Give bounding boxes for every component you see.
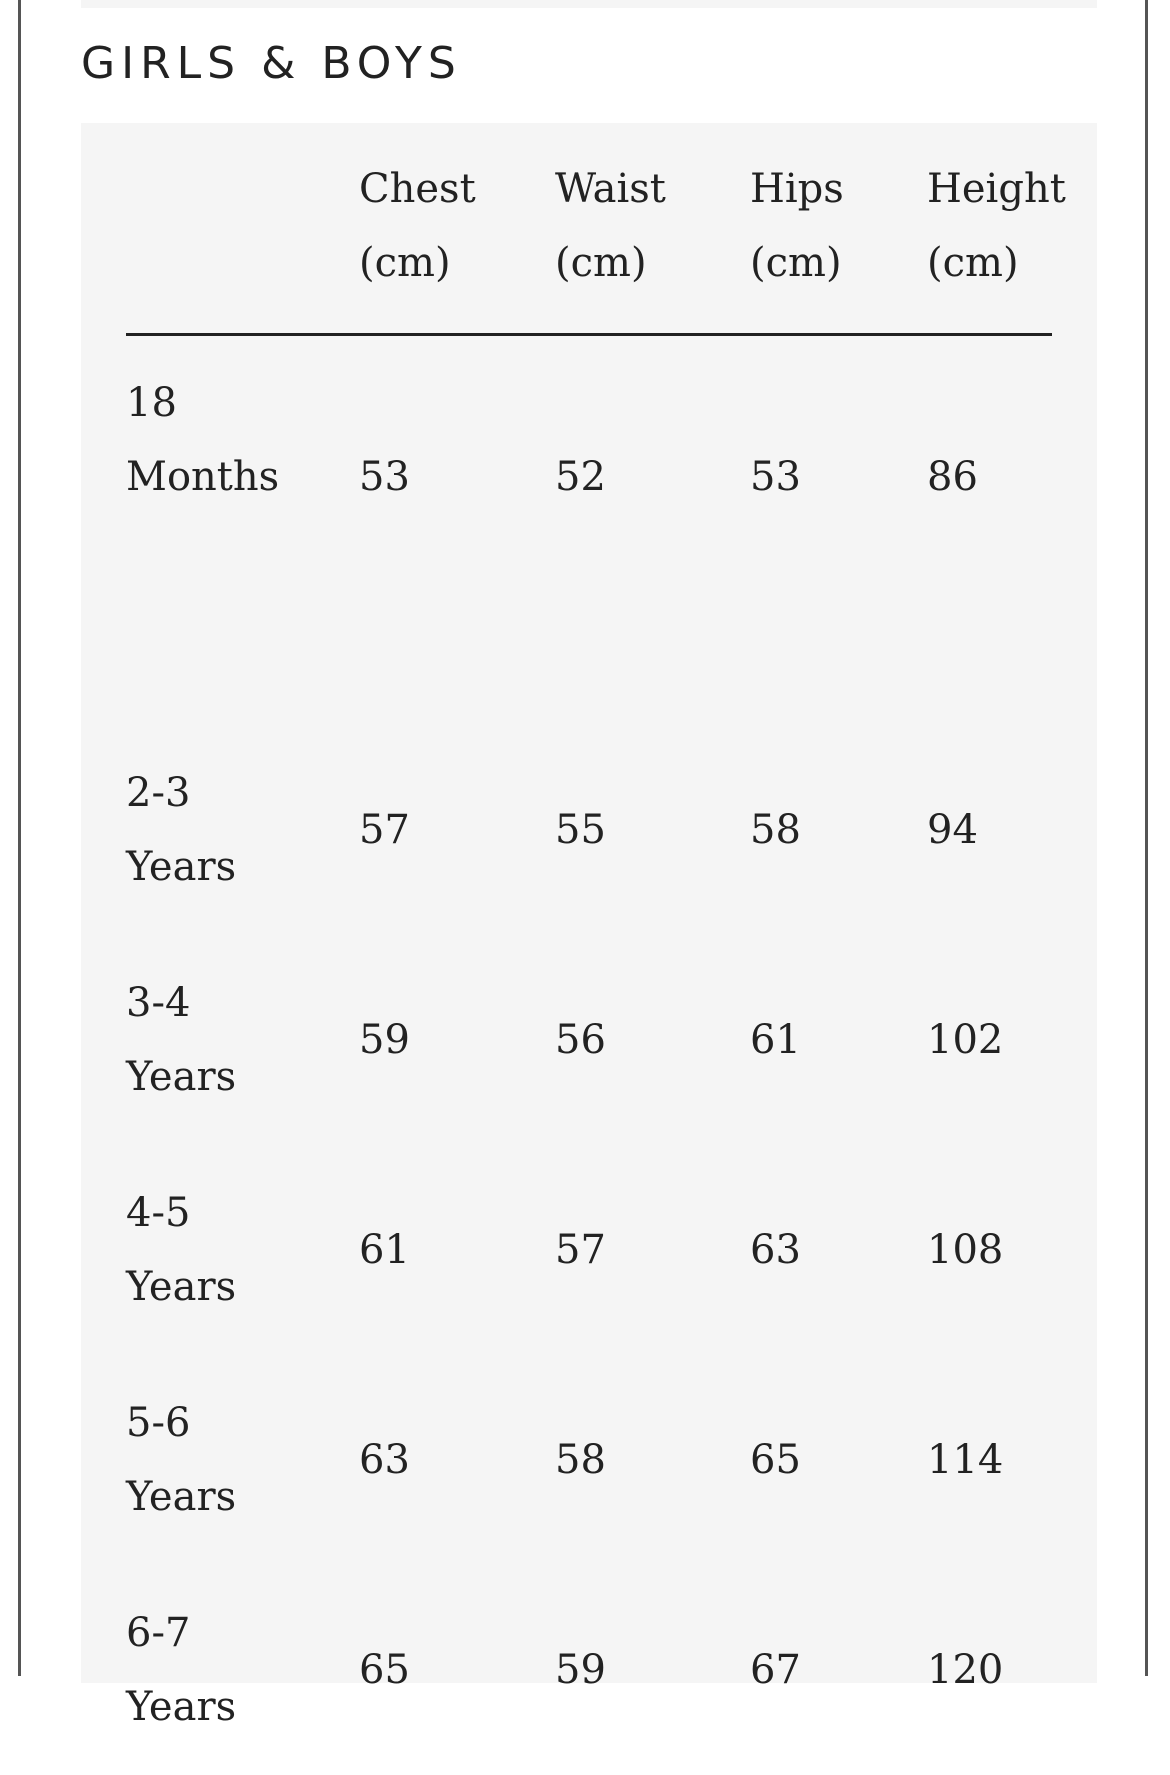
size-label-line: Years — [126, 844, 237, 890]
chest-value: 63 — [359, 1437, 410, 1483]
header-label: Chest — [359, 166, 476, 212]
hips-value: 65 — [750, 1437, 801, 1483]
header-label: Waist — [555, 166, 666, 212]
hips-value: 61 — [750, 1017, 801, 1063]
table-row — [126, 1145, 1052, 1355]
size-label-line: 5-6 — [126, 1400, 191, 1446]
chest-value: 61 — [359, 1227, 410, 1273]
header-unit: (cm) — [555, 240, 647, 286]
header-label: Hips — [750, 166, 844, 212]
height-value: 120 — [927, 1647, 1004, 1693]
size-chart-panel — [81, 123, 1097, 1730]
table-row — [126, 1565, 1052, 1775]
waist-value: 55 — [555, 807, 606, 853]
waist-value: 59 — [555, 1647, 606, 1693]
size-label-line: Years — [126, 1684, 237, 1730]
table-row — [126, 1355, 1052, 1565]
waist-value: 56 — [555, 1017, 606, 1063]
size-label-line: 18 — [126, 380, 177, 426]
size-label-line: Months — [126, 454, 280, 500]
chest-value: 57 — [359, 807, 410, 853]
header-chest — [359, 123, 555, 335]
size-label-line: 4-5 — [126, 1190, 191, 1236]
header-size — [126, 123, 359, 335]
size-label-cell — [126, 1145, 359, 1355]
size-label-line: Years — [126, 1264, 237, 1310]
size-label-line: 6-7 — [126, 1610, 191, 1656]
size-label-line: Years — [126, 1054, 237, 1100]
previous-section-bottom — [81, 0, 1097, 8]
size-chart-table — [126, 123, 1066, 1775]
header-label: Height — [927, 166, 1066, 212]
size-label-cell — [126, 725, 359, 935]
hips-value: 67 — [750, 1647, 801, 1693]
header-unit: (cm) — [359, 240, 451, 286]
chest-value: 53 — [359, 454, 410, 500]
size-label-cell — [126, 935, 359, 1145]
header-unit: (cm) — [750, 240, 842, 286]
size-label-line: Years — [126, 1474, 237, 1520]
size-label-cell — [126, 335, 359, 726]
size-label-line: 2-3 — [126, 770, 191, 816]
size-label-cell — [126, 1355, 359, 1565]
header-hips — [750, 123, 927, 335]
header-waist — [555, 123, 750, 335]
waist-value: 57 — [555, 1227, 606, 1273]
header-row — [126, 123, 1052, 335]
size-label-line: 3-4 — [126, 980, 191, 1026]
header-unit: (cm) — [927, 240, 1019, 286]
hips-value: 63 — [750, 1227, 801, 1273]
table-row — [126, 335, 1052, 726]
chest-value: 59 — [359, 1017, 410, 1063]
section-title: GIRLS & BOYS — [81, 38, 462, 89]
waist-value: 58 — [555, 1437, 606, 1483]
table-row — [126, 935, 1052, 1145]
table-row — [126, 725, 1052, 935]
header-height — [927, 123, 1066, 335]
height-value: 102 — [927, 1017, 1004, 1063]
height-value: 108 — [927, 1227, 1004, 1273]
height-value: 114 — [927, 1437, 1004, 1483]
height-value: 86 — [927, 454, 978, 500]
height-value: 94 — [927, 807, 978, 853]
size-label-cell — [126, 1565, 359, 1775]
chest-value: 65 — [359, 1647, 410, 1693]
waist-value: 52 — [555, 454, 606, 500]
hips-value: 58 — [750, 807, 801, 853]
hips-value: 53 — [750, 454, 801, 500]
